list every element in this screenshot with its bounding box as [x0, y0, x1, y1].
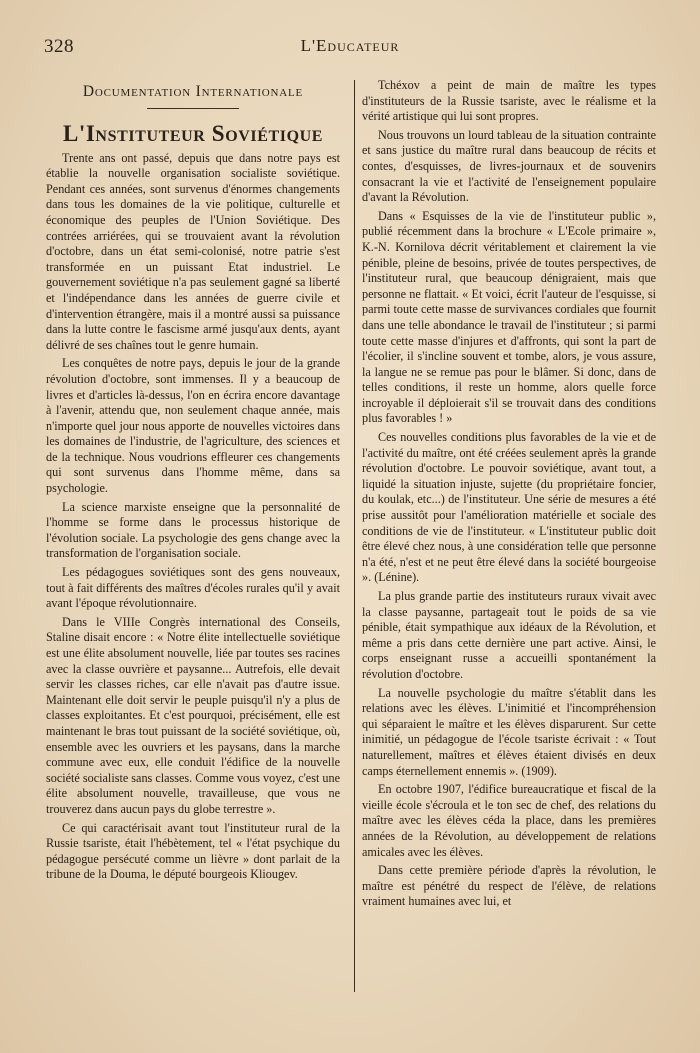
- paragraph: Dans le VIIIe Congrès international des Conseils, Staline disait encore : « Notre élite intellectuelle soviétique est une élite absolument nouvelle, liée par toutes ses racines avec la classe ouvrière et paysanne... Autrefois, elle devait servir les classes riches, car elle n'avait pas d'autre issue. Maintenant elle doit servir le peuple puisqu'il n'y a plus de classes exploitantes. Et c'est pourquoi, précisément, elle est maintenant le bras tout puissant de la société soviétique, où, ensemble avec les ouvriers et les paysans, dans la marche commune avec eux, elle conduit l'édifice de la nouvelle société socialiste sans classes. Comme vous voyez, c'est une élite absolument nouvelle, travailleuse, que vous ne trouverez dans aucun pays du globe terrestre ».: [46, 614, 340, 816]
- paragraph: Nous trouvons un lourd tableau de la situation contrainte et sans justice du maître rural dans beaucoup de récits et contes, d'esquisses, de livres-journaux et de souvenirs consacrant la vie et l'activité de l'enseignement populaire d'avant la Révolution.: [362, 127, 656, 205]
- paragraph: Dans cette première période d'après la révolution, le maître est pénétré du respect de l'élève, de relations vraiment humaines avec lui, et: [362, 863, 656, 909]
- paragraph: La nouvelle psychologie du maître s'établit dans les relations avec les élèves. L'inimitié et l'incompréhension qui séparaient le maître et les élèves disparurent. Sur cette inimitié, un pédagogue de l'école tsariste écrivait : « Tout naturellement, maîtres et élèves étaient divisés en deux camps éternellement ennemis ». (1909).: [362, 685, 656, 778]
- section-label: Documentation Internationale: [82, 83, 304, 100]
- paragraph: La science marxiste enseigne que la personnalité de l'homme se forme dans le processus historique de l'évolution sociale. La psychologie des gens change avec la transformation de l'organisation sociale.: [46, 499, 340, 561]
- paragraph: Tchéxov a peint de main de maître les types d'instituteurs de la Russie tsariste, avec le réalisme et la vérité artistique qui lui sont propres.: [362, 78, 656, 124]
- page-header: [44, 36, 656, 62]
- paragraph: Les conquêtes de notre pays, depuis le jour de la grande révolution d'octobre, sont immenses. Il y a beaucoup de livres et d'articles là-dessus, l'on en écrira encore davantage à l'avenir, attendu que, non seulement chaque année, mais n'importe quel jour nous apporte de nouvelles victoires dans les domaines de l'industrie, de l'agriculture, des sciences et de la technique. Nous voudrions effleurer ces changements qui sont survenus dans l'homme même, dans sa psychologie.: [46, 356, 340, 496]
- paragraph: Trente ans ont passé, depuis que dans notre pays est établie la nouvelle organisation socialiste soviétique. Pendant ces années, sont survenus d'énormes changements dans tous les domaines de la vie politique, culturelle et économique des peuples de l'Union Soviétique. Des contrées arriérées, qui se trouvaient avant la révolution d'octobre, dans un état semi-colonisé, notre patrie s'est transformée en un puissant Etat industriel. Le gouvernement soviétique n'a pas seulement gagné sa liberté et l'indépendance dans les années de guerre civile et d'intervention étrangère, mais il a montré aussi sa puissance dans la lutte contre le fascisme armé jusqu'aux dents, ayant délivré de ses chaînes tout le genre humain.: [46, 150, 340, 352]
- paragraph: Les pédagogues soviétiques sont des gens nouveaux, tout à fait différents des maîtres d'écoles rurales qu'il y avait avant l'époque révolutionnaire.: [46, 565, 340, 611]
- right-column: [362, 78, 656, 913]
- column-divider: [354, 80, 355, 992]
- article-columns: [40, 78, 666, 993]
- left-column: [46, 78, 340, 886]
- paragraph: Ces nouvelles conditions plus favorables de la vie et de l'activité du maître, ont été créées seulement après la grande révolution d'octobre. Le pouvoir soviétique, avant tout, a liquidé la situation injuste, sujette (du propriétaire foncier, du koulak, etc...) de l'instituteur. Une série de mesures a été prise aussitôt pour l'amélioration matérielle et sociale des conditions de vie de l'instituteur. « L'instituteur public doit être élevé chez nous, à une considération telle que personne n'a été, n'est et ne peut être élevé dans la société bourgeoise ». (Lénine).: [362, 430, 656, 585]
- paragraph: Dans « Esquisses de la vie de l'instituteur public », publié récemment dans la brochure « L'Ecole primaire », K.-N. Kornilova décrit véritablement et clairement la vie pénible, pleine de besoins, privée de toutes perspectives, de l'instituteur rural, que beaucoup dénigraient, mais que personne ne flattait. « Et voici, écrit l'auteur de l'esquisse, si parmi toute cette masse de survivances cordiales que fournit dans une telle abondance le travail de l'instituteur ; si parmi toute cette masse d'injures et d'affronts, qui sont la part de l'écolier, il s'incline souvent et tombe, alors, je vous assure, la langue ne se remue pas pour le blâmer. Si donc, dans de telles conditions, il reste un homme, alors quelle force incroyable il déploierait s'il se trouvait dans des conditions plus favorables ! »: [362, 208, 656, 426]
- title-divider: [147, 108, 239, 109]
- paragraph: Ce qui caractérisait avant tout l'instituteur rural de la Russie tsariste, était l'hébètement, tel « l'état psychique du pédagogue persécuté comme un lièvre » dont parlait de la tribune de la Douma, le député bourgeois Kliougev.: [46, 820, 340, 882]
- paragraph: La plus grande partie des instituteurs ruraux vivait avec la classe paysanne, partageait tout le poids de sa vie pénible, était sympathique aux idéaux de la Révolution, et même a pris dans cette dernière une part active. Ainsi, le corps enseignant russe a accueilli spontanément la révolution d'octobre.: [362, 589, 656, 681]
- page-number: 328: [44, 36, 74, 57]
- article-title: L'Instituteur Soviétique: [62, 120, 324, 146]
- running-title: L'Educateur: [300, 36, 400, 55]
- paragraph: En octobre 1907, l'édifice bureaucratique et fiscal de la vieille école s'écroula et le ton sec de chef, des relations du maître avec les élèves céda la place, dans les premières années de la Révolution, au développement de relations amicales avec les élèves.: [362, 782, 656, 859]
